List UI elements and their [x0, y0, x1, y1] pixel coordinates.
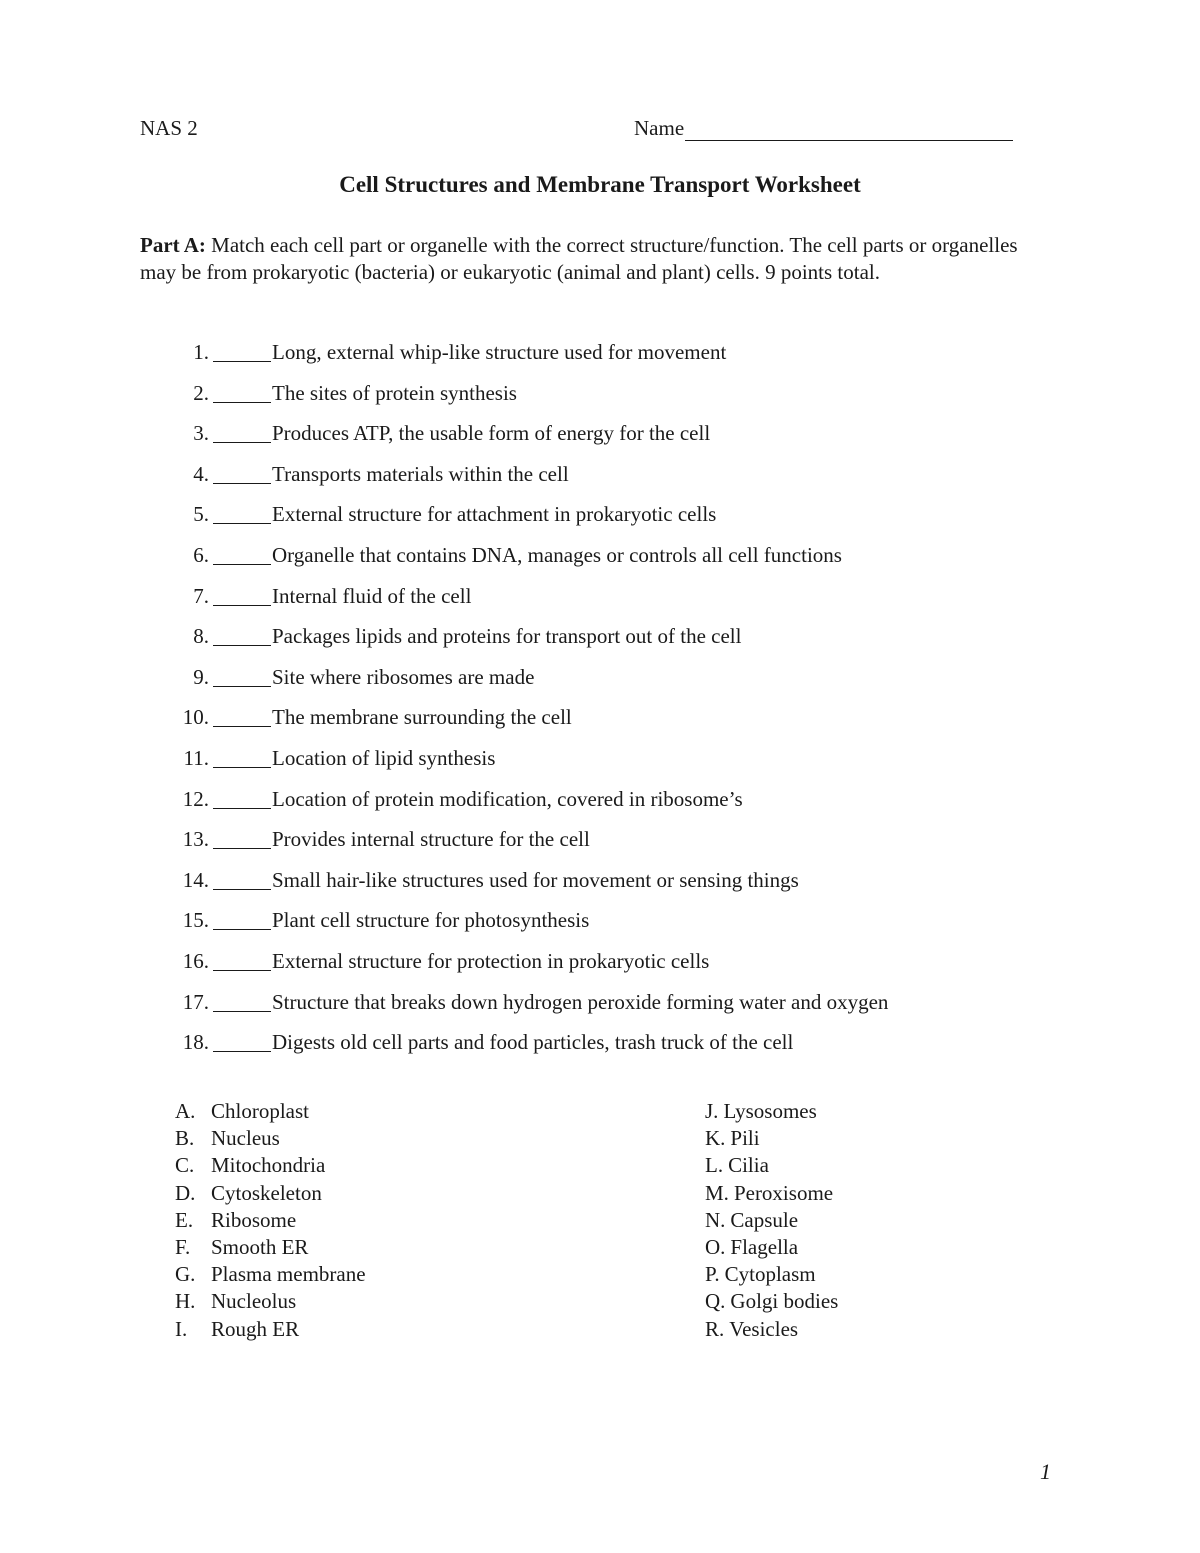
option-item — [175, 1126, 366, 1153]
answer-blank[interactable] — [213, 705, 271, 727]
answer-blank[interactable] — [213, 990, 271, 1012]
option-letter: F. — [175, 1234, 191, 1259]
question-item — [140, 908, 1040, 949]
option-letter: Q. — [705, 1289, 726, 1314]
option-item — [705, 1317, 838, 1344]
option-text: Flagella — [730, 1234, 799, 1259]
option-letter: O. — [705, 1234, 726, 1259]
option-letter: J. — [705, 1099, 719, 1123]
option-item — [705, 1208, 838, 1235]
question-number: 7. — [193, 583, 209, 608]
option-text: Smooth ER — [211, 1234, 309, 1259]
option-item — [705, 1126, 838, 1153]
option-item — [705, 1289, 838, 1316]
question-item — [140, 868, 1040, 909]
option-letter: R. — [705, 1316, 725, 1341]
question-item — [140, 340, 1040, 381]
question-number: 6. — [193, 542, 209, 567]
question-text: Packages lipids and proteins for transport out of the cell — [272, 624, 742, 649]
option-letter: D. — [175, 1180, 196, 1205]
question-number: 17. — [182, 989, 209, 1014]
question-text: Small hair-like structures used for movement or sensing things — [272, 867, 799, 892]
option-letter: I. — [175, 1316, 188, 1341]
question-item — [140, 746, 1040, 787]
question-item — [140, 381, 1040, 422]
answer-blank[interactable] — [213, 949, 271, 971]
option-text: Chloroplast — [211, 1099, 309, 1123]
question-number: 16. — [182, 948, 209, 973]
answer-blank[interactable] — [213, 624, 271, 646]
option-letter: P. — [705, 1262, 720, 1287]
question-number: 11. — [183, 745, 209, 770]
option-item — [175, 1317, 366, 1344]
question-item — [140, 827, 1040, 868]
question-text: Location of lipid synthesis — [272, 745, 496, 770]
page-number: 1 — [1040, 1459, 1051, 1484]
option-text: Nucleus — [211, 1126, 280, 1151]
option-letter: M. — [705, 1180, 729, 1205]
part-a-label: Part A: — [140, 233, 206, 257]
option-text: Cytoskeleton — [211, 1180, 322, 1205]
question-item — [140, 462, 1040, 503]
question-text: External structure for attachment in prokaryotic cells — [272, 502, 717, 527]
option-letter: E. — [175, 1207, 194, 1232]
answer-blank[interactable] — [213, 827, 271, 849]
question-number: 8. — [193, 624, 209, 649]
option-item — [175, 1262, 366, 1289]
answer-blank[interactable] — [213, 462, 271, 484]
question-text: Site where ribosomes are made — [272, 664, 535, 689]
answer-blank[interactable] — [213, 1030, 271, 1052]
option-letter: B. — [175, 1126, 195, 1151]
question-text: Internal fluid of the cell — [272, 583, 472, 608]
question-text: Transports materials within the cell — [272, 461, 569, 486]
options-column-left — [175, 1099, 366, 1344]
worksheet-title: Cell Structures and Membrane Transport Worksheet — [339, 172, 861, 197]
option-text: Pili — [730, 1126, 760, 1151]
option-item — [705, 1181, 838, 1208]
question-item — [140, 421, 1040, 462]
question-number: 2. — [193, 380, 209, 405]
answer-blank[interactable] — [213, 665, 271, 687]
question-number: 9. — [193, 664, 209, 689]
question-item — [140, 1030, 1040, 1071]
answer-blank[interactable] — [213, 908, 271, 930]
question-item — [140, 787, 1040, 828]
option-text: Mitochondria — [211, 1153, 326, 1178]
option-letter: H. — [175, 1289, 196, 1314]
option-letter: C. — [175, 1153, 195, 1178]
header-row — [140, 116, 1030, 146]
question-text: Provides internal structure for the cell — [272, 827, 590, 852]
answer-blank[interactable] — [213, 868, 271, 890]
option-text: Nucleolus — [211, 1289, 297, 1314]
question-text: Structure that breaks down hydrogen peroxide forming water and oxygen — [272, 989, 889, 1014]
question-item — [140, 665, 1040, 706]
option-text: Rough ER — [211, 1316, 300, 1341]
course-label: NAS 2 — [140, 116, 198, 140]
option-item — [175, 1181, 366, 1208]
part-a-instructions — [140, 232, 1040, 286]
part-a-text: Match each cell part or organelle with the correct structure/function. The cell parts or organelles may be from prokaryotic (bacteria) or eukaryotic (animal and plant) cells. 9 points total. — [140, 233, 1018, 284]
option-letter: K. — [705, 1126, 726, 1151]
question-text: The sites of protein synthesis — [272, 380, 517, 405]
question-number: 13. — [182, 827, 209, 852]
question-item — [140, 949, 1040, 990]
answer-blank[interactable] — [213, 543, 271, 565]
question-item — [140, 705, 1040, 746]
option-text: Capsule — [730, 1207, 799, 1232]
question-item — [140, 584, 1040, 625]
question-text: Long, external whip-like structure used for movement — [272, 340, 727, 364]
question-text: Organelle that contains DNA, manages or controls all cell functions — [272, 542, 842, 567]
question-number: 12. — [182, 786, 209, 811]
option-text: Vesicles — [729, 1316, 799, 1341]
option-letter: A. — [175, 1099, 196, 1123]
question-item — [140, 543, 1040, 584]
option-text: Golgi bodies — [730, 1289, 839, 1314]
answer-blank[interactable] — [213, 381, 271, 403]
answer-blank[interactable] — [213, 584, 271, 606]
question-number: 3. — [193, 421, 209, 446]
question-number: 18. — [182, 1030, 209, 1055]
answer-blank[interactable] — [213, 787, 271, 809]
answer-blank[interactable] — [213, 421, 271, 443]
option-text: Ribosome — [211, 1207, 297, 1232]
question-item — [140, 502, 1040, 543]
question-number: 14. — [182, 867, 209, 892]
option-item — [705, 1235, 838, 1262]
answer-blank[interactable] — [213, 502, 271, 524]
question-text: Digests old cell parts and food particles, trash truck of the cell — [272, 1030, 794, 1055]
name-blank-line[interactable] — [685, 116, 1013, 141]
option-text: Peroxisome — [733, 1180, 834, 1205]
question-number: 15. — [182, 908, 209, 933]
option-item — [175, 1099, 366, 1126]
option-letter: L. — [705, 1153, 724, 1178]
question-number: 4. — [193, 461, 209, 486]
name-field-group — [634, 116, 1013, 141]
option-letter: G. — [175, 1262, 196, 1287]
question-list — [140, 340, 1040, 1071]
option-item — [705, 1153, 838, 1180]
question-number: 1. — [193, 340, 209, 364]
option-item — [175, 1208, 366, 1235]
question-number: 5. — [193, 502, 209, 527]
option-text: Cytoplasm — [724, 1262, 816, 1287]
question-text: The membrane surrounding the cell — [272, 705, 572, 730]
question-text: External structure for protection in prokaryotic cells — [272, 948, 710, 973]
option-item — [175, 1235, 366, 1262]
option-letter: N. — [705, 1207, 726, 1232]
question-text: Produces ATP, the usable form of energy for the cell — [272, 421, 711, 446]
answer-blank[interactable] — [213, 746, 271, 768]
option-item — [175, 1153, 366, 1180]
option-text: Cilia — [728, 1153, 769, 1178]
option-item — [705, 1099, 838, 1126]
option-text: Plasma membrane — [211, 1262, 366, 1287]
question-text: Location of protein modification, covered in ribosome’s — [272, 786, 743, 811]
name-label: Name — [634, 116, 685, 140]
option-item — [705, 1262, 838, 1289]
option-text: Lysosomes — [723, 1099, 817, 1123]
options-column-right — [705, 1099, 838, 1344]
option-item — [175, 1289, 366, 1316]
answer-blank[interactable] — [213, 340, 271, 362]
question-number: 10. — [182, 705, 209, 730]
question-text: Plant cell structure for photosynthesis — [272, 908, 590, 933]
question-item — [140, 624, 1040, 665]
question-item — [140, 990, 1040, 1031]
